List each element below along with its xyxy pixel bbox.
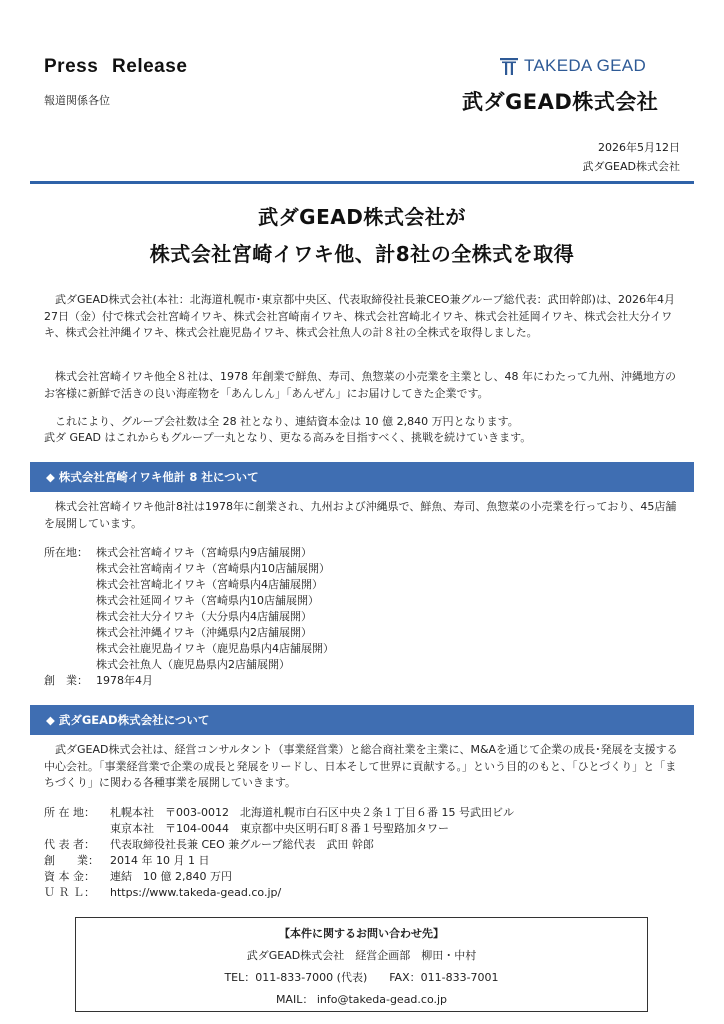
representative-row [44, 837, 374, 853]
recipients: 報道関係各位 [44, 94, 110, 107]
url-row [44, 885, 281, 901]
location-item: 株式会社宮崎イワキ（宮崎県内9店舗展開） [96, 546, 312, 559]
url-label: Ｕ Ｒ Ｌ： [44, 886, 95, 899]
location-item: 株式会社大分イワキ（大分県内4店舗展開） [96, 610, 312, 623]
issuer-name: 武ダGEAD株式会社 [582, 160, 680, 173]
representative-value: 代表取締役社長兼 CEO 兼グループ総代表 武田 幹郎 [110, 838, 374, 851]
address-label: 所 在 地： [44, 806, 95, 819]
location-row [44, 561, 330, 577]
capital-label: 資 本 金： [44, 870, 95, 883]
intro-paragraph-1: 武ダGEAD株式会社(本社：北海道札幌市･東京都中央区、代表取締役社長兼CEO兼グループ総代表：武田幹郎)は、2026年4月27日（金）付で株式会社宮崎イワキ、株式会社宮崎南イワキ、株式会社宮崎北イワキ、株式会社延岡イワキ、株式会社大分イワキ、株式会社沖縄イワキ、株式会社鹿児島イワキ、株式会社魚人の計８社の全株式を取得しました。 [44, 293, 675, 339]
location-item: 株式会社鹿児島イワキ（鹿児島県内4店舗展開） [96, 642, 334, 655]
contact-department: 武ダGEAD株式会社 経営企画部 柳田・中村 [246, 949, 477, 962]
logo-text: TAKEDA GEAD [524, 56, 647, 75]
founded-label: 創 業： [44, 674, 88, 687]
location-label: 所在地： [44, 546, 88, 559]
contact-title: 【本件に関するお問い合わせ先】 [279, 927, 444, 940]
location-item: 株式会社宮崎北イワキ（宮崎県内4店舗展開） [96, 578, 323, 591]
address-row [44, 805, 514, 821]
company-name-heading: 武ダGEAD株式会社 [462, 90, 659, 114]
company-founded-value: 2014 年 10 月 1 日 [110, 854, 210, 867]
website-link[interactable]: https://www.takeda-gead.co.jp/ [110, 886, 282, 899]
press-release-label: Press Release [44, 56, 188, 77]
address-tokyo: 東京本社 〒104-0044 東京都中央区明石町８番１号聖路加タワー [110, 822, 449, 835]
location-row [44, 641, 334, 657]
contact-email[interactable]: MAIL： info@takeda-gead.co.jp [275, 993, 448, 1006]
section-bar-company: ◆ 武ダGEAD株式会社について [30, 705, 694, 735]
location-row [44, 593, 319, 609]
address-sapporo: 札幌本社 〒003-0012 北海道札幌市白石区中央２条１丁目６番 15 号武田ビル [110, 806, 514, 819]
location-item: 株式会社宮崎南イワキ（宮崎県内10店舗展開） [96, 562, 330, 575]
representative-label: 代 表 者： [44, 838, 95, 851]
header-divider [30, 181, 694, 184]
intro-paragraph-4: 武ダ GEAD はこれからもグループ一丸となり、更なる高みを目指すべく、挑戦を続けていきます。 [44, 431, 532, 444]
location-row [44, 577, 323, 593]
location-item: 株式会社延岡イワキ（宮崎県内10店舗展開） [96, 594, 319, 607]
location-item: 株式会社魚人（鹿児島県内2店舗展開） [96, 658, 290, 671]
capital-value: 連結 10 億 2,840 万円 [110, 870, 232, 883]
location-row [44, 625, 312, 641]
company-founded-label: 創 業： [44, 854, 99, 867]
capital-row [44, 869, 232, 885]
location-row [44, 657, 290, 673]
headline-line-2: 株式会社宮崎イワキ他、計8社の全株式を取得 [149, 242, 575, 266]
founded-value: 1978年4月 [96, 674, 153, 687]
address-row [44, 821, 449, 837]
headline-line-1: 武ダGEAD株式会社が [258, 205, 466, 229]
intro-paragraph-3: これにより、グループ会社数は全 28 社となり、連結資本金は 10 億 2,840 万円となります。 [55, 415, 519, 428]
contact-phone: TEL：011-833-7000 (代表) FAX：011-833-7001 [224, 971, 499, 984]
company-founded-row [44, 853, 209, 869]
section-bar-subsidiaries: ◆ 株式会社宮崎イワキ他計 8 社について [30, 462, 694, 492]
location-row [44, 609, 312, 625]
intro-paragraph-2: 株式会社宮崎イワキ他全８社は、1978 年創業で鮮魚、寿司、魚惣菜の小売業を主業とし、48 年にわたって九州、沖縄地方のお客様に新鮮で活きの良い海産物を「あんしん」「あんぜん」にお届けしてきた企業です。 [44, 370, 676, 400]
company-description: 武ダGEAD株式会社は、経営コンサルタント（事業経営業）と総合商社業を主業に、M&Aを通じて企業の成長･発展を支援する中心会社。「事業経営業で企業の成長と発展をリードし、日本そして世界に貢献する。」という目的のもと、「ひとづくり」と「まちづくり」に関わる各種事業を展開していきます。 [44, 743, 678, 789]
takeda-logo-icon [500, 57, 518, 75]
location-row [44, 545, 312, 561]
release-date: 2026年5月12日 [598, 141, 680, 154]
contact-box [75, 917, 648, 1012]
subsidiaries-description: 株式会社宮崎イワキ他計8社は1978年に創業され、九州および沖縄県で、鮮魚、寿司、魚惣菜の小売業を行っており、45店舗を展開しています。 [44, 500, 677, 530]
location-item: 株式会社沖縄イワキ（沖縄県内2店舗展開） [96, 626, 312, 639]
company-logo [500, 56, 646, 76]
founded-row [44, 673, 153, 689]
